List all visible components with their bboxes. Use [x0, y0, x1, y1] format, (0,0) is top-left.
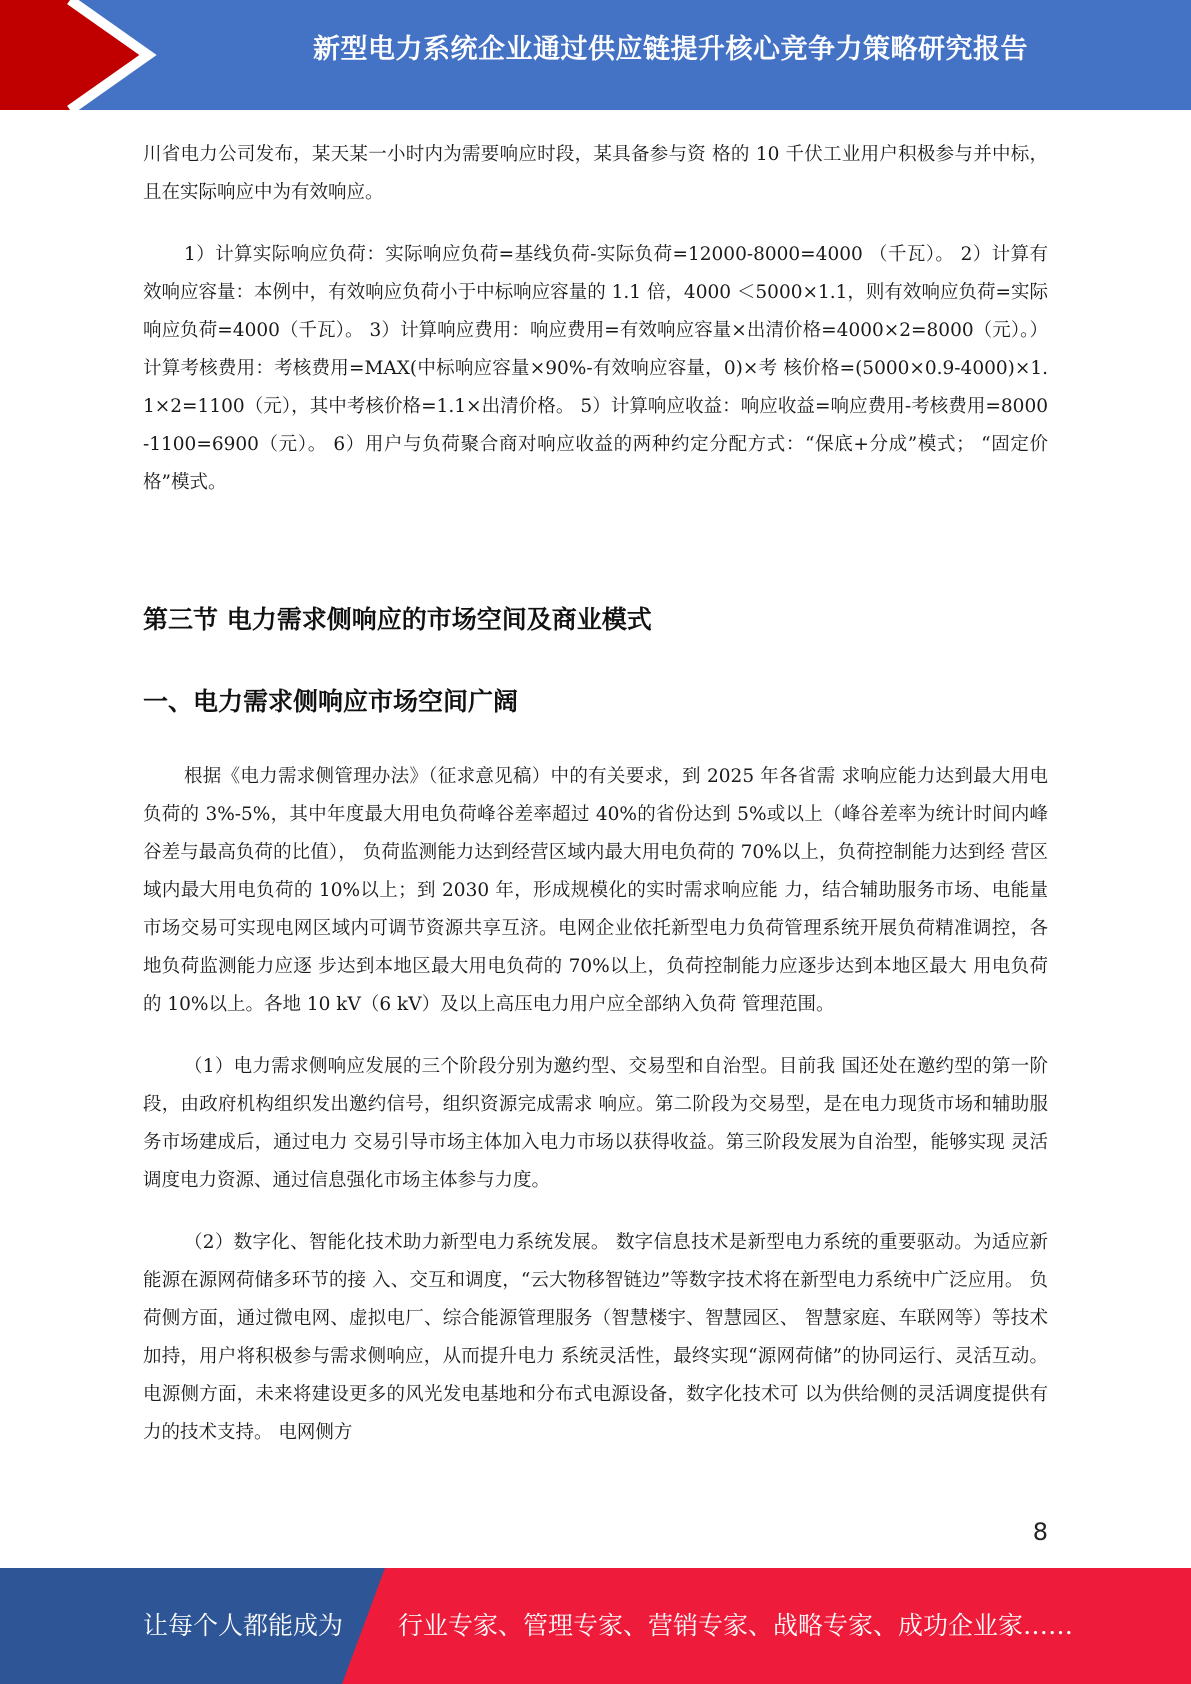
- page-number: 8: [1032, 1518, 1048, 1546]
- paragraph-calculation: 1）计算实际响应负荷：实际响应负荷=基线负荷-实际负荷=12000-8000=4000 （千瓦）。 2）计算有效响应容量：本例中，有效响应负荷小于中标响应容量的 1.1 倍，4000 ＜5000×1.1，则有效响应负荷=实际响应负荷=4000（千瓦）。 3）计算响应费用：响应费用=有效响应容量×出清价格=4000×2=8000（元）。）计算考核费用：考核费用=MAX(中标响应容量×90%-有效响应容量，0)×考 核价格=(5000×0.9-4000)×1.1×2=1100（元），其中考核价格=1.1×出清价格。 5）计算响应收益：响应收益=响应费用-考核费用=8000-1100=6900（元）。 6）用户与负荷聚合商对响应收益的两种约定分配方式：“保底+分成”模式； “固定价格”模式。: [143, 244, 1048, 493]
- footer-slogan-left: 让每个人都能成为: [143, 1611, 344, 1640]
- footer-slogan-right: 行业专家、管理专家、营销专家、战略专家、成功企业家……: [398, 1611, 1074, 1640]
- paragraph-digital-tech: （2）数字化、智能化技术助力新型电力系统发展。 数字信息技术是新型电力系统的重要驱动。为适应新能源在源网荷储多环节的接 入、交互和调度，“云大物移智链边”等数字技术将在新型电力系统中广泛应用。 负荷侧方面，通过微电网、虚拟电厂、综合能源管理服务（智慧楼宇、智慧园区、 智慧家庭、车联网等）等技术加持，用户将积极参与需求侧响应，从而提升电力 系统灵活性，最终实现“源网荷储”的协同运行、灵活互动。 电源侧方面，未来将建设更多的风光发电基地和分布式电源设备，数字化技术可 以为供给侧的灵活调度提供有力的技术支持。 电网侧方: [143, 1232, 1048, 1443]
- page-header: [0, 0, 1191, 110]
- paragraph-market-space: 根据《电力需求侧管理办法》（征求意见稿）中的有关要求，到 2025 年各省需 求响应能力达到最大用电负荷的 3%-5%，其中年度最大用电负荷峰谷差率超过 40%的省份达到 5%或以上（峰谷差率为统计时间内峰谷差与最高负荷的比值）， 负荷监测能力达到经营区域内最大用电负荷的 70%以上，负荷控制能力达到经 营区域内最大用电负荷的 10%以上；到 2030 年，形成规模化的实时需求响应能 力，结合辅助服务市场、电能量市场交易可实现电网区域内可调节资源共享互济。电网企业依托新型电力负荷管理系统开展负荷精准调控，各地负荷监测能力应逐 步达到本地区最大用电负荷的 70%以上，负荷控制能力应逐步达到本地区最大 用电负荷的 10%以上。各地 10 kV（6 kV）及以上高压电力用户应全部纳入负荷 管理范围。: [143, 766, 1048, 1015]
- header-chevron-icon: [0, 0, 160, 110]
- subsection-title: 一、电力需求侧响应市场空间广阔: [143, 687, 519, 716]
- page-footer: [0, 1568, 1191, 1684]
- section-title: 第三节 电力需求侧响应的市场空间及商业模式: [143, 605, 652, 634]
- paragraph-three-stages: （1）电力需求侧响应发展的三个阶段分别为邀约型、交易型和自治型。目前我 国还处在邀约型的第一阶段，由政府机构组织发出邀约信号，组织资源完成需求 响应。第二阶段为交易型，是在电力现货市场和辅助服务市场建成后，通过电力 交易引导市场主体加入电力市场以获得收益。第三阶段发展为自治型，能够实现 灵活调度电力资源、通过信息强化市场主体参与力度。: [143, 1056, 1048, 1191]
- document-body: [143, 136, 1048, 1452]
- report-title: 新型电力系统企业通过供应链提升核心竞争力策略研究报告: [313, 34, 1028, 65]
- paragraph-intro: 川省电力公司发布，某天某一小时内为需要响应时段，某具备参与资 格的 10 千伏工业用户积极参与并中标，且在实际响应中为有效响应。: [143, 144, 1048, 203]
